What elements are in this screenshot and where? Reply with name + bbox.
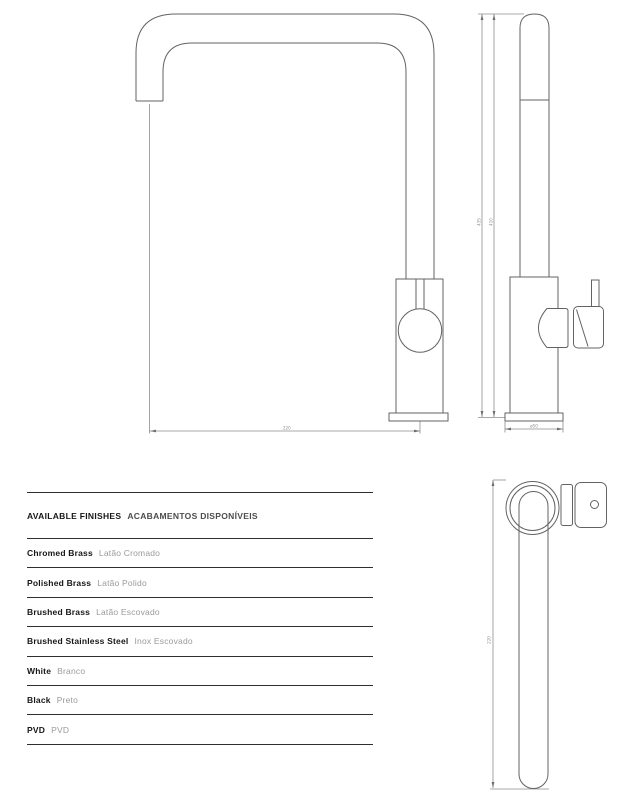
finish-name-pt: Latão Escovado <box>96 606 160 617</box>
handle-connector-top <box>561 485 573 526</box>
finish-name-en: Chromed Brass <box>27 548 93 559</box>
front-dim-arrow-left <box>150 430 156 433</box>
base-dim-arrow-right <box>557 428 563 431</box>
finishes-header-pt: ACABAMENTOS DISPONÍVEIS <box>127 510 258 521</box>
finish-name-pt: Latão Cromado <box>98 548 161 559</box>
flange-circle-top <box>506 482 559 535</box>
handle-rod-side <box>592 280 600 308</box>
top-dimension-label: 220 <box>486 636 492 644</box>
spout-inner-outline <box>163 43 406 279</box>
finish-name-en: Polished Brass <box>27 577 92 588</box>
faucet-body-front <box>396 279 443 413</box>
finish-row-black <box>27 686 373 715</box>
base-dim-arrow-left <box>505 428 511 431</box>
finish-name-pt: Inox Escovado <box>134 636 193 647</box>
finish-name-en: Brushed Brass <box>27 606 91 617</box>
finish-row-brushed-brass <box>27 598 373 627</box>
base-flange-front <box>389 413 448 421</box>
front-dimension-label: 220 <box>283 425 291 431</box>
lever-hole <box>591 501 599 509</box>
spout-tube-side <box>520 14 549 277</box>
finish-row-white <box>27 657 373 686</box>
side-dim-arrow-b-top <box>493 14 496 20</box>
finish-row-brushed-stainless-steel <box>27 627 373 656</box>
side-dimension-label-outer: 435 <box>476 218 482 226</box>
finish-name-en: White <box>27 665 52 676</box>
cartridge-lines <box>416 279 424 309</box>
finishes-table-header <box>27 493 373 539</box>
finish-name-pt: Branco <box>57 665 86 676</box>
top-dim-arrow-top <box>492 480 495 486</box>
base-flange-side <box>505 413 563 421</box>
side-view-drawing <box>477 14 604 433</box>
finish-row-chromed-brass <box>27 539 373 568</box>
spout-tube-top <box>519 492 548 789</box>
side-dim-arrow-a-top <box>481 14 484 20</box>
finish-name-pt: PVD <box>51 724 70 735</box>
side-dim-arrow-a <box>481 411 484 417</box>
handle-knob-front <box>398 309 441 352</box>
finishes-header-en: AVAILABLE FINISHES <box>27 510 122 521</box>
finish-name-en: Brushed Stainless Steel <box>27 636 129 647</box>
finish-row-pvd <box>27 715 373 744</box>
front-dim-arrow-right <box>414 430 420 433</box>
finish-row-polished-brass <box>27 568 373 597</box>
finishes-table <box>27 492 373 745</box>
side-dim-arrow-b <box>493 411 496 417</box>
front-view-drawing <box>136 14 448 434</box>
spout-outer-outline <box>136 14 434 279</box>
finish-name-pt: Preto <box>56 695 79 706</box>
handle-collar-side <box>539 309 569 348</box>
top-dim-arrow-bottom <box>492 782 495 788</box>
top-view-drawing <box>487 480 607 789</box>
finish-name-en: Black <box>27 695 51 706</box>
side-dimension-label-inner: 410 <box>488 218 494 226</box>
base-dimension-label: ø50 <box>530 423 538 429</box>
finish-name-en: PVD <box>27 724 46 735</box>
finish-name-pt: Latão Polido <box>97 577 147 588</box>
